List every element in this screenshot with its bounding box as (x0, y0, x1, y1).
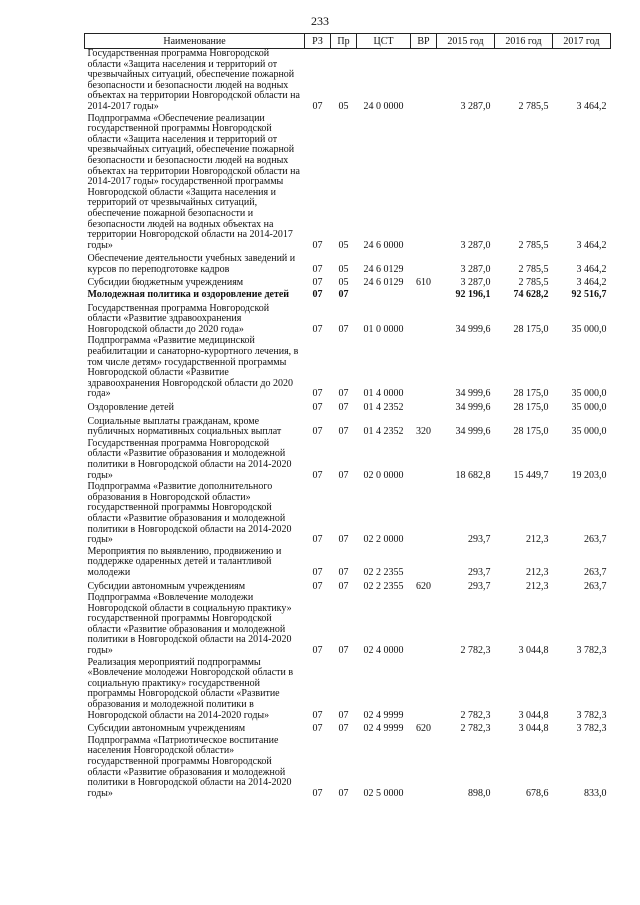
row-2017-cell: 3 782,3 (576, 709, 607, 721)
row-rz-cell: 07 (312, 709, 323, 721)
row-2017-cell: 92 516,7 (571, 289, 607, 301)
row-rz-cell: 07 (312, 289, 323, 301)
table-row (85, 415, 611, 439)
row-name-cell: Подпрограмма «Обеспечение реализации государственной программы Новгородской области «Защита населения и территорий от чрезвычайных ситуаций, обеспечение пожарной безопасности и безопасности людей на водных объектах на территории Новгородской области на 2014-2017 годы» государственной программы Новгородской области «Защита населения и территорий от чрезвычайных ситуаций, обеспечение пожарной безопасности и безопасности людей на водных объектах на территории Новгородской области на 2014-2017 годы» (87, 112, 300, 251)
row-2017-cell: 263,7 (584, 566, 607, 578)
row-cst-cell: 24 0 0000 (363, 100, 404, 112)
row-vr-cell (411, 290, 437, 302)
row-pr-cell: 05 (338, 263, 349, 275)
row-2017-cell: 35 000,0 (571, 402, 607, 413)
row-cst-cell: 01 4 0000 (363, 388, 404, 400)
row-name-cell: Молодежная политика и оздоровление детей (87, 289, 290, 301)
row-vr-cell (411, 401, 437, 415)
row-2016-cell: 3 044,8 (518, 645, 549, 657)
row-2016-cell: 212,3 (526, 566, 549, 578)
row-vr-cell (411, 482, 437, 547)
row-2015-cell: 3 287,0 (460, 277, 491, 289)
row-vr-cell (411, 439, 437, 482)
row-2017-cell: 19 203,0 (571, 469, 607, 481)
row-pr-cell: 07 (338, 709, 349, 721)
row-2017-cell: 35 000,0 (571, 323, 607, 335)
row-2017-cell: 3 782,3 (576, 645, 607, 657)
row-cst-cell: 02 5 0000 (363, 787, 404, 799)
row-2016-cell: 28 175,0 (513, 426, 549, 438)
header-2015: 2015 год (437, 34, 495, 49)
row-2015-cell: 2 782,3 (460, 645, 491, 657)
table-row (85, 336, 611, 401)
table-row (85, 49, 611, 114)
page-number: 233 (311, 14, 329, 28)
row-2017-cell: 3 464,2 (576, 239, 607, 251)
row-name-cell: Подпрограмма «Развитие дополнительного образования в Новгородской области» государственной программы Новгородской области «Развитие образования и молодежной политики в Новгородской области на 2014-2020 годы» (87, 481, 292, 546)
row-cst-cell: 02 0 0000 (363, 469, 404, 481)
row-name-cell: Обеспечение деятельности учебных заведений и курсов по переподготовке кадров (87, 253, 296, 275)
header-rz: РЗ (305, 34, 331, 49)
row-cst-cell: 01 0 0000 (363, 323, 404, 335)
row-vr-cell (411, 49, 437, 114)
row-name-cell: Подпрограмма «Развитие медицинской реабилитации и санаторно-курортного лечения, в том числе детям» государственной программы Новгородской области «Развитие здравоохранения Новгородской области до 2020 года» (87, 335, 299, 400)
row-2016-cell: 2 785,5 (518, 100, 549, 112)
row-name-cell: Подпрограмма «Вовлечение молодежи Новгородской области в социальную практику» государственной программы Новгородской области «Развитие образования и молодежной политики в Новгородской области на 2014-2020 годы» (87, 592, 292, 657)
row-2015-cell: 18 682,8 (455, 469, 491, 481)
row-vr-cell: 620 (416, 580, 431, 592)
row-name-cell: Подпрограмма «Патриотическое воспитание населения Новгородской области» государственной программы Новгородской области «Развитие образования и молодежной политики в Новгородской области на 2014-2020 годы» (87, 734, 292, 799)
table-row (85, 302, 611, 337)
header-pr: Пр (331, 34, 357, 49)
row-vr-cell (411, 302, 437, 337)
row-2017-cell: 3 464,2 (576, 277, 607, 289)
row-rz-cell: 07 (312, 388, 323, 400)
table-row (85, 276, 611, 290)
row-2016-cell: 212,3 (526, 534, 549, 546)
row-2016-cell: 678,6 (526, 787, 549, 799)
header-cst: ЦСТ (357, 34, 411, 49)
row-pr-cell: 07 (338, 534, 349, 546)
row-cst-cell: 24 6 0129 (363, 263, 404, 275)
row-2015-cell: 34 999,6 (455, 388, 491, 400)
row-2016-cell: 28 175,0 (513, 402, 549, 413)
row-name-cell: Субсидии бюджетным учреждениям (87, 277, 244, 289)
row-2017-cell: 263,7 (584, 534, 607, 546)
row-cst-cell: 02 4 0000 (363, 645, 404, 657)
table-row (85, 547, 611, 580)
row-pr-cell: 07 (338, 566, 349, 578)
row-pr-cell: 07 (338, 580, 349, 592)
row-pr-cell: 07 (338, 645, 349, 657)
row-2017-cell: 3 464,2 (576, 100, 607, 112)
row-rz-cell: 07 (312, 645, 323, 657)
table-row (85, 252, 611, 276)
row-pr-cell: 07 (338, 469, 349, 481)
row-2015-cell: 34 999,6 (455, 323, 491, 335)
row-2015-cell: 898,0 (468, 787, 491, 799)
table-row (85, 482, 611, 547)
row-pr-cell: 07 (338, 323, 349, 335)
row-2016-cell: 3 044,8 (518, 709, 549, 721)
row-2017-cell: 3 464,2 (576, 263, 607, 275)
table-row (85, 593, 611, 658)
row-2016-cell: 15 449,7 (513, 469, 549, 481)
row-cst-cell: 02 4 9999 (363, 723, 404, 735)
row-cst-cell: 02 2 0000 (363, 534, 404, 546)
row-2015-cell: 3 287,0 (460, 100, 491, 112)
row-2015-cell: 92 196,1 (455, 289, 491, 301)
row-pr-cell: 05 (338, 277, 349, 289)
row-pr-cell: 07 (338, 787, 349, 799)
row-2017-cell: 833,0 (584, 787, 607, 799)
row-rz-cell: 07 (312, 100, 323, 112)
table-row (85, 580, 611, 594)
row-name-cell: Субсидии автономным учреждениям (87, 580, 246, 592)
row-2016-cell: 2 785,5 (518, 239, 549, 251)
row-name-cell: Мероприятия по выявлению, продвижению и поддержке одаренных детей и талантливой молодежи (87, 545, 282, 578)
table-row (85, 722, 611, 736)
row-2015-cell: 3 287,0 (460, 239, 491, 251)
row-pr-cell: 07 (338, 289, 349, 301)
row-pr-cell: 05 (338, 100, 349, 112)
row-2015-cell: 2 782,3 (460, 709, 491, 721)
row-name-cell: Оздоровление детей (87, 402, 174, 413)
row-vr-cell (411, 658, 437, 723)
row-rz-cell: 07 (312, 566, 323, 578)
row-rz-cell: 07 (312, 239, 323, 251)
row-2017-cell: 35 000,0 (571, 426, 607, 438)
table-row (85, 658, 611, 723)
row-rz-cell: 07 (312, 402, 323, 413)
row-cst-cell: 01 4 2352 (363, 402, 404, 413)
row-cst-cell: 24 6 0129 (363, 277, 404, 289)
table-row (85, 290, 611, 302)
row-rz-cell: 07 (312, 787, 323, 799)
row-vr-cell (411, 336, 437, 401)
table-header-row (85, 34, 611, 49)
header-name: Наименование (85, 34, 305, 49)
row-2017-cell: 263,7 (584, 580, 607, 592)
row-cst-cell: 01 4 2352 (363, 426, 404, 438)
row-vr-cell (411, 114, 437, 253)
row-2016-cell: 2 785,5 (518, 277, 549, 289)
row-vr-cell (411, 252, 437, 276)
table-row (85, 736, 611, 801)
row-2016-cell: 28 175,0 (513, 388, 549, 400)
row-2015-cell: 293,7 (468, 566, 491, 578)
row-rz-cell: 07 (312, 277, 323, 289)
row-2015-cell: 34 999,6 (455, 402, 491, 413)
row-2016-cell: 212,3 (526, 580, 549, 592)
budget-table (84, 33, 611, 800)
header-2016: 2016 год (495, 34, 553, 49)
table-row (85, 114, 611, 253)
row-2015-cell: 34 999,6 (455, 426, 491, 438)
row-vr-cell (411, 736, 437, 801)
header-vr: ВР (411, 34, 437, 49)
table-row (85, 401, 611, 415)
row-name-cell: Государственная программа Новгородской области «Развитие образования и молодежной политики в Новгородской области на 2014-2020 годы» (87, 437, 292, 481)
row-pr-cell: 05 (338, 239, 349, 251)
row-rz-cell: 07 (312, 534, 323, 546)
row-pr-cell: 07 (338, 723, 349, 735)
row-2016-cell: 74 628,2 (513, 289, 549, 301)
row-pr-cell: 07 (338, 426, 349, 438)
row-2016-cell: 2 785,5 (518, 263, 549, 275)
row-cst-cell: 02 4 9999 (363, 709, 404, 721)
row-vr-cell (411, 593, 437, 658)
row-cst-cell (357, 290, 411, 302)
row-rz-cell: 07 (312, 323, 323, 335)
row-name-cell: Государственная программа Новгородской области «Развитие здравоохранения Новгородской области до 2020 года» (87, 302, 270, 335)
row-2016-cell: 3 044,8 (518, 723, 549, 735)
row-cst-cell: 24 6 0000 (363, 239, 404, 251)
row-vr-cell (411, 547, 437, 580)
row-2017-cell: 3 782,3 (576, 723, 607, 735)
row-rz-cell: 07 (312, 469, 323, 481)
row-name-cell: Субсидии автономным учреждениям (87, 723, 246, 735)
table-row (85, 439, 611, 482)
row-vr-cell: 620 (416, 723, 431, 735)
row-name-cell: Социальные выплаты гражданам, кроме публичных нормативных социальных выплат (87, 415, 282, 438)
row-vr-cell: 610 (416, 277, 431, 289)
row-rz-cell: 07 (312, 426, 323, 438)
row-rz-cell: 07 (312, 580, 323, 592)
row-2017-cell: 35 000,0 (571, 388, 607, 400)
row-pr-cell: 07 (338, 388, 349, 400)
row-vr-cell: 320 (416, 426, 431, 438)
row-cst-cell: 02 2 2355 (363, 566, 404, 578)
row-2015-cell: 293,7 (468, 580, 491, 592)
row-name-cell: Реализация мероприятий подпрограммы «Вовлечение молодежи Новгородской области в социальную практику» государственной программы Новгородской области «Развитие образования и молодежной политики в Новгородской области на 2014-2020 годы» (87, 656, 294, 721)
row-2015-cell: 293,7 (468, 534, 491, 546)
row-2016-cell: 28 175,0 (513, 323, 549, 335)
row-pr-cell: 07 (338, 402, 349, 413)
row-rz-cell: 07 (312, 723, 323, 735)
row-name-cell: Государственная программа Новгородской области «Защита населения и территорий от чрезвычайных ситуаций, обеспечение пожарной безопасности и безопасности людей на водных объектах на территории Новгородской области на 2014-2017 годы» (87, 48, 300, 112)
header-2017: 2017 год (553, 34, 611, 49)
table-body (85, 49, 611, 801)
row-cst-cell: 02 2 2355 (363, 580, 404, 592)
row-2015-cell: 2 782,3 (460, 723, 491, 735)
row-2015-cell: 3 287,0 (460, 263, 491, 275)
row-rz-cell: 07 (312, 263, 323, 275)
